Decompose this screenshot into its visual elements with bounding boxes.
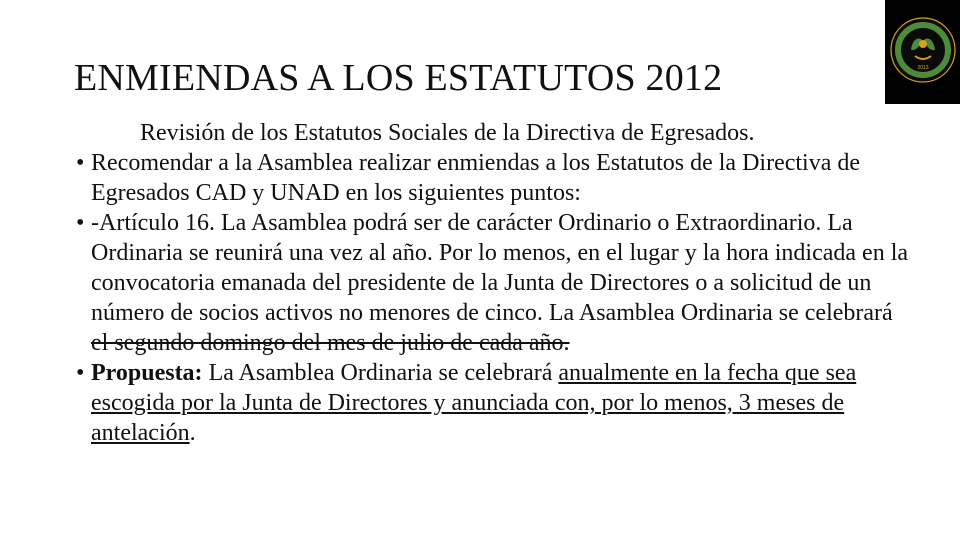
logo-year: 2013 — [917, 65, 929, 71]
bullet-icon: • — [76, 210, 85, 236]
bullet-icon: • — [76, 150, 85, 176]
recommendation-text: Recomendar a la Asamblea realizar enmiendas a los Estatutos de la Directiva de Egresados CAD y UNAD en los siguientes puntos: — [91, 150, 861, 206]
proposal-label: Propuesta: — [91, 360, 203, 386]
bullet-recommendation — [76, 148, 916, 208]
slide-body — [76, 118, 916, 448]
proposal-end: . — [189, 420, 196, 446]
bullet-article-16 — [76, 208, 916, 358]
bullet-proposal — [76, 358, 916, 448]
article-16-text: -Artículo 16. La Asamblea podrá ser de carácter Ordinario o Extraordinario. La Ordinaria se reunirá una vez al año. Por lo menos, en el lugar y la hora indicada en la convocatoria emanada del presidente de la Junta de Directores o a solicitud de un número de socios activos no menores de cinco. La Asamblea Ordinaria se celebrará — [91, 210, 909, 326]
proposal-text: La Asamblea Ordinaria se celebrará — [202, 360, 559, 386]
bullet-icon: • — [76, 360, 85, 386]
slide-title: ENMIENDAS A LOS ESTATUTOS 2012 — [74, 57, 723, 99]
association-logo — [885, 0, 960, 104]
intro-line: Revisión de los Estatutos Sociales de la Directiva de Egresados. — [140, 120, 755, 146]
proposal-underlined-text: anualmente en la fecha que sea escogida por la Junta de Directores y anunciada con, por lo menos, 3 meses de antelación — [91, 360, 857, 446]
seal-icon — [885, 0, 960, 104]
struck-text: el segundo domingo del mes de julio de cada año. — [91, 330, 570, 356]
